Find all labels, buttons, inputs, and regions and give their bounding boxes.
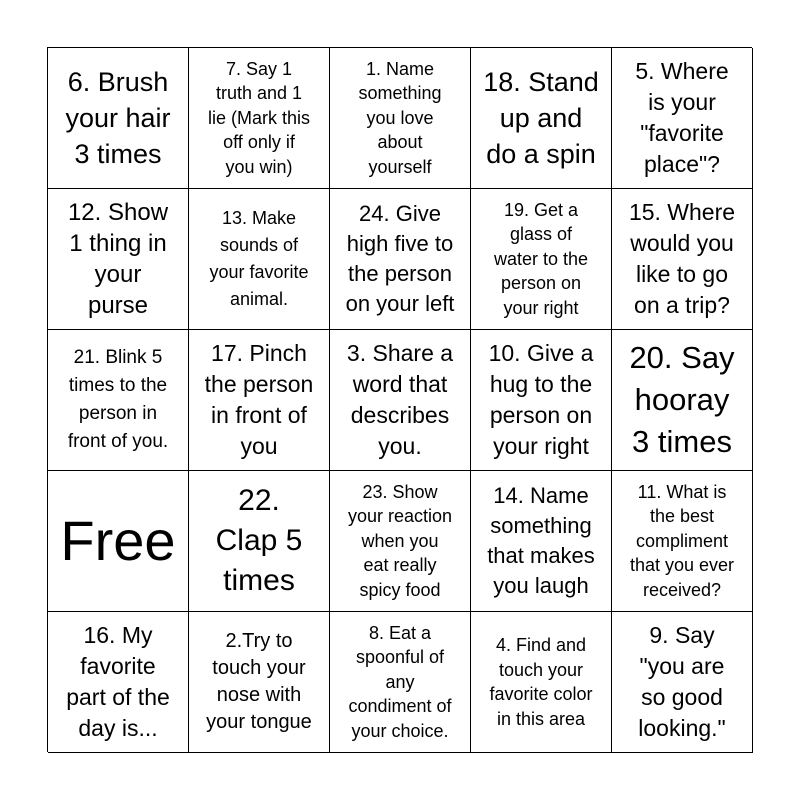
bingo-cell-r4c3[interactable] — [330, 471, 471, 612]
bingo-cell-r5c4[interactable] — [471, 612, 612, 753]
bingo-cell-r4c2[interactable] — [189, 471, 330, 612]
bingo-cell-r5c2[interactable] — [189, 612, 330, 753]
bingo-cell-r4c4[interactable] — [471, 471, 612, 612]
cell-text: 23. Show your reaction when you eat really spicy food — [347, 481, 453, 600]
bingo-cell-r1c2[interactable] — [189, 48, 330, 189]
bingo-cell-r1c1[interactable] — [48, 48, 189, 189]
cell-text: 10. Give a hug to the person on your right — [488, 340, 594, 459]
cell-text: 1. Name something you love about yourself — [358, 58, 442, 177]
bingo-cell-r1c3[interactable] — [330, 48, 471, 189]
bingo-cell-r1c4[interactable] — [471, 48, 612, 189]
cell-text: 16. My favorite part of the day is... — [66, 622, 170, 741]
cell-text: 12. Show 1 thing in your purse — [67, 199, 169, 319]
cell-text: 21. Blink 5 times to the person in front of you. — [67, 347, 169, 452]
cell-text: 22. Clap 5 times — [215, 484, 303, 597]
cell-text: 3. Share a word that describes you. — [346, 340, 454, 459]
free-space-label: Free — [60, 509, 176, 572]
cell-text: 13. Make sounds of your favorite animal. — [209, 208, 309, 309]
cell-text: 9. Say "you are so good looking." — [638, 622, 726, 741]
bingo-cell-r3c1[interactable] — [48, 330, 189, 471]
bingo-cell-r3c2[interactable] — [189, 330, 330, 471]
bingo-board — [47, 47, 752, 752]
bingo-cell-r1c5[interactable] — [612, 48, 753, 189]
cell-text: 19. Get a glass of water to the person on your right — [493, 199, 589, 318]
cell-text: 14. Name something that makes you laugh — [487, 483, 595, 598]
bingo-cell-r2c1[interactable] — [48, 189, 189, 330]
cell-text: 5. Where is your "favorite place"? — [635, 58, 729, 177]
cell-text: 2.Try to touch your nose with your tongue — [206, 630, 312, 733]
cell-text: 4. Find and touch your favorite color in this area — [489, 635, 593, 729]
bingo-cell-r3c4[interactable] — [471, 330, 612, 471]
cell-text: 7. Say 1 truth and 1 lie (Mark this off only if you win) — [207, 58, 310, 177]
bingo-cell-r2c3[interactable] — [330, 189, 471, 330]
bingo-cell-r5c5[interactable] — [612, 612, 753, 753]
cell-text: 20. Say hooray 3 times — [629, 340, 735, 459]
cell-text: 11. What is the best compliment that you ever received? — [629, 481, 735, 600]
bingo-cell-r4c5[interactable] — [612, 471, 753, 612]
cell-text: 24. Give high five to the person on your left — [345, 201, 455, 316]
cell-text: 6. Brush your hair 3 times — [65, 67, 171, 169]
bingo-cell-r2c5[interactable] — [612, 189, 753, 330]
bingo-cell-r2c4[interactable] — [471, 189, 612, 330]
bingo-cell-r2c2[interactable] — [189, 189, 330, 330]
cell-text: 18. Stand up and do a spin — [483, 67, 599, 169]
cell-text: 8. Eat a spoonful of any condiment of your choice. — [348, 622, 452, 741]
bingo-cell-r3c5[interactable] — [612, 330, 753, 471]
bingo-cell-r3c3[interactable] — [330, 330, 471, 471]
bingo-cell-free[interactable] — [48, 471, 189, 612]
bingo-cell-r5c1[interactable] — [48, 612, 189, 753]
cell-text: 17. Pinch the person in front of you — [204, 340, 314, 459]
cell-text: 15. Where would you like to go on a trip? — [628, 199, 736, 318]
bingo-cell-r5c3[interactable] — [330, 612, 471, 753]
